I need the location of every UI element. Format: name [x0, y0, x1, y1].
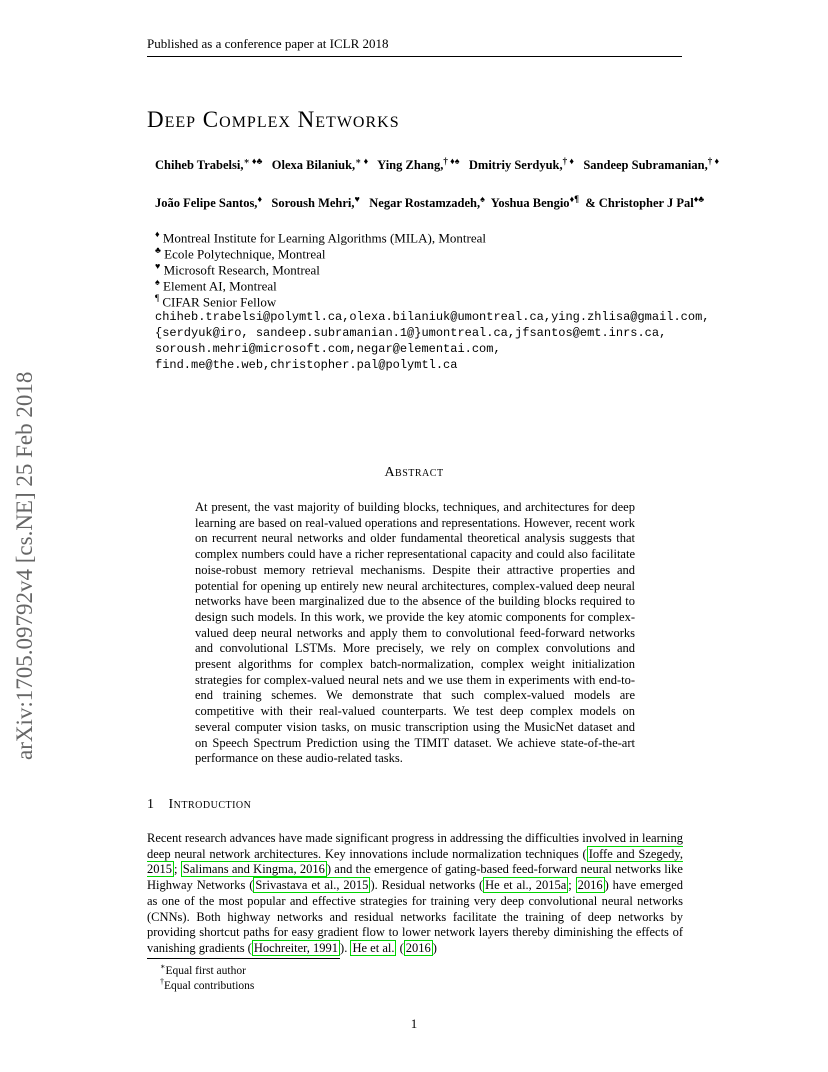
intro-text: ) and the emergence of gating-based feed-forward neural networks like Highway Networks ( — [147, 862, 683, 893]
intro-text: ; — [174, 862, 181, 877]
arxiv-identifier[interactable]: arXiv:1705.09792v4 [cs.NE] 25 Feb 2018 — [12, 371, 37, 760]
section-title: Introduction — [168, 797, 252, 812]
affiliation-microsoft — [155, 261, 320, 278]
citation-link[interactable]: Hochreiter, 1991 — [253, 940, 339, 955]
citation-link[interactable]: Salimans and Kingma, 2016 — [182, 862, 325, 877]
affiliation-mila — [155, 229, 486, 246]
author-name: & Christopher J Pal — [585, 196, 694, 211]
citation-link[interactable]: He et al. — [352, 940, 395, 955]
affiliation-text: Microsoft Research, Montreal — [163, 262, 320, 278]
author-name: Olexa Bilaniuk, — [271, 158, 356, 173]
author-marks: ♠ — [480, 194, 485, 204]
intro-text: Recent research advances have made significant progress in addressing the difficulties involved in learning deep neural network architectures. Key innovations include normalization techniques ( — [147, 831, 683, 861]
email-line: find.me@the.web,christopher.pal@polymtl.ca — [155, 358, 458, 372]
footnote-divider — [147, 958, 340, 959]
author-line-2 — [155, 194, 704, 211]
affiliation-text: Montreal Institute for Learning Algorithms (MILA), Montreal — [162, 230, 486, 246]
running-header: Published as a conference paper at ICLR 2018 — [147, 36, 682, 57]
author-name: Soroush Mehri, — [271, 196, 355, 211]
footnote-text: Equal contributions — [164, 979, 255, 992]
page-number: 1 — [410, 1016, 418, 1031]
abstract-heading: Abstract — [384, 465, 444, 480]
affiliation-mark: ♦ — [155, 229, 160, 239]
author-name: João Felipe Santos, — [155, 196, 258, 211]
footnote-mark: ∗ — [160, 962, 166, 971]
section-heading — [147, 797, 251, 813]
affiliation-polytechnique — [155, 245, 326, 262]
affiliation-elementai — [155, 277, 277, 294]
email-line: {serdyuk@iro, sandeep.subramanian.1@}umontreal.ca,jfsantos@emt.inrs.ca, — [155, 326, 667, 340]
paper-title — [147, 107, 400, 133]
intro-text: ; — [568, 878, 576, 893]
affiliation-text: CIFAR Senior Fellow — [162, 294, 277, 310]
author-marks: † ♦ — [707, 156, 720, 166]
paper-title-text: Deep Complex Networks — [147, 107, 400, 132]
citation-link[interactable]: 2016 — [405, 940, 431, 955]
affiliation-mark: ¶ — [155, 293, 160, 303]
author-line-1 — [155, 156, 719, 173]
author-marks: † ♦ — [562, 156, 574, 166]
citation-link[interactable]: Ioffe and Szegedy, 2015 — [147, 846, 683, 877]
affiliation-text: Ecole Polytechnique, Montreal — [164, 246, 326, 262]
affiliation-mark: ♥ — [155, 261, 161, 271]
intro-text: ) have emerged as one of the most popular and effective strategies for training very deep convolutional neural networks (CNNs). Both highway networks and residual networks facilitate the training of deep networks by providing shortcut paths for easy gradient flow to lower network layers thereby diminishing the effects of vanishing gradients ( — [147, 878, 683, 955]
footnote-mark: † — [160, 977, 164, 986]
author-marks: ♦ — [257, 194, 263, 204]
affiliation-mark: ♣ — [155, 245, 161, 255]
author-name: Ying Zhang, — [377, 158, 444, 173]
section-number: 1 — [147, 797, 155, 812]
author-marks: † ♦♠ — [443, 156, 460, 166]
email-line: chiheb.trabelsi@polymtl.ca,olexa.bilaniuk@umontreal.ca,ying.zhlisa@gmail.com, — [155, 310, 710, 324]
citation-link[interactable]: 2016 — [577, 878, 603, 893]
introduction-paragraph — [147, 831, 683, 957]
abstract-body: At present, the vast majority of building blocks, techniques, and architectures for deep learning are based on real-valued operations and representations. However, recent work on recurrent neural networks and older fundamental theoretical analysis suggests that complex numbers could have a richer representational capacity and could also facilitate noise-robust memory retrieval mechanisms. Despite their attractive properties and potential for opening up entirely new neural architectures, complex-valued deep neural networks have been marginalized due to the absence of the building blocks required to design such models. In this work, we provide the key atomic components for complex-valued deep neural networks and apply them to convolutional feed-forward networks and convolutional LSTMs. More precisely, we rely on complex convolutions and present algorithms for complex batch-normalization, complex weight initialization strategies for complex-valued neural nets and we use them in experiments with end-to-end training schemes. We demonstrate that such complex-valued models are competitive with their real-valued counterparts. We test deep complex models on several computer vision tasks, on music transcription using the MusicNet dataset and on Speech Spectrum Prediction using the TIMIT dataset. We achieve state-of-the-art performance on these audio-related tasks. — [195, 500, 635, 766]
intro-text: ( — [396, 940, 404, 955]
citation-link[interactable]: He et al., 2015a — [485, 878, 567, 893]
affiliation-cifar — [155, 293, 276, 310]
affiliation-mark: ♠ — [155, 277, 160, 287]
author-name: Dmitriy Serdyuk, — [468, 158, 563, 173]
author-marks: ♦¶ — [569, 194, 580, 204]
intro-text: ) — [432, 940, 437, 955]
intro-text: ). Residual networks ( — [370, 878, 484, 893]
affiliation-text: Element AI, Montreal — [163, 278, 277, 294]
author-marks: ∗ ♦ — [355, 156, 369, 166]
author-marks: ♥ — [354, 194, 360, 204]
email-line: soroush.mehri@microsoft.com,negar@elementai.com, — [155, 342, 501, 356]
footnote-text: Equal first author — [165, 964, 246, 977]
author-name: Sandeep Subramanian, — [583, 158, 708, 173]
footnote-equal-first — [160, 962, 246, 977]
author-name: Negar Rostamzadeh, — [369, 196, 481, 211]
author-marks: ♦♣ — [693, 194, 705, 204]
author-name: Yoshua Bengio — [490, 196, 570, 211]
footnote-equal-contrib — [160, 977, 254, 992]
author-name: Chiheb Trabelsi, — [155, 158, 244, 173]
citation-link[interactable]: Srivastava et al., 2015 — [255, 878, 369, 893]
author-marks: ∗ ♦♣ — [243, 156, 263, 166]
intro-text: ). — [340, 940, 351, 955]
